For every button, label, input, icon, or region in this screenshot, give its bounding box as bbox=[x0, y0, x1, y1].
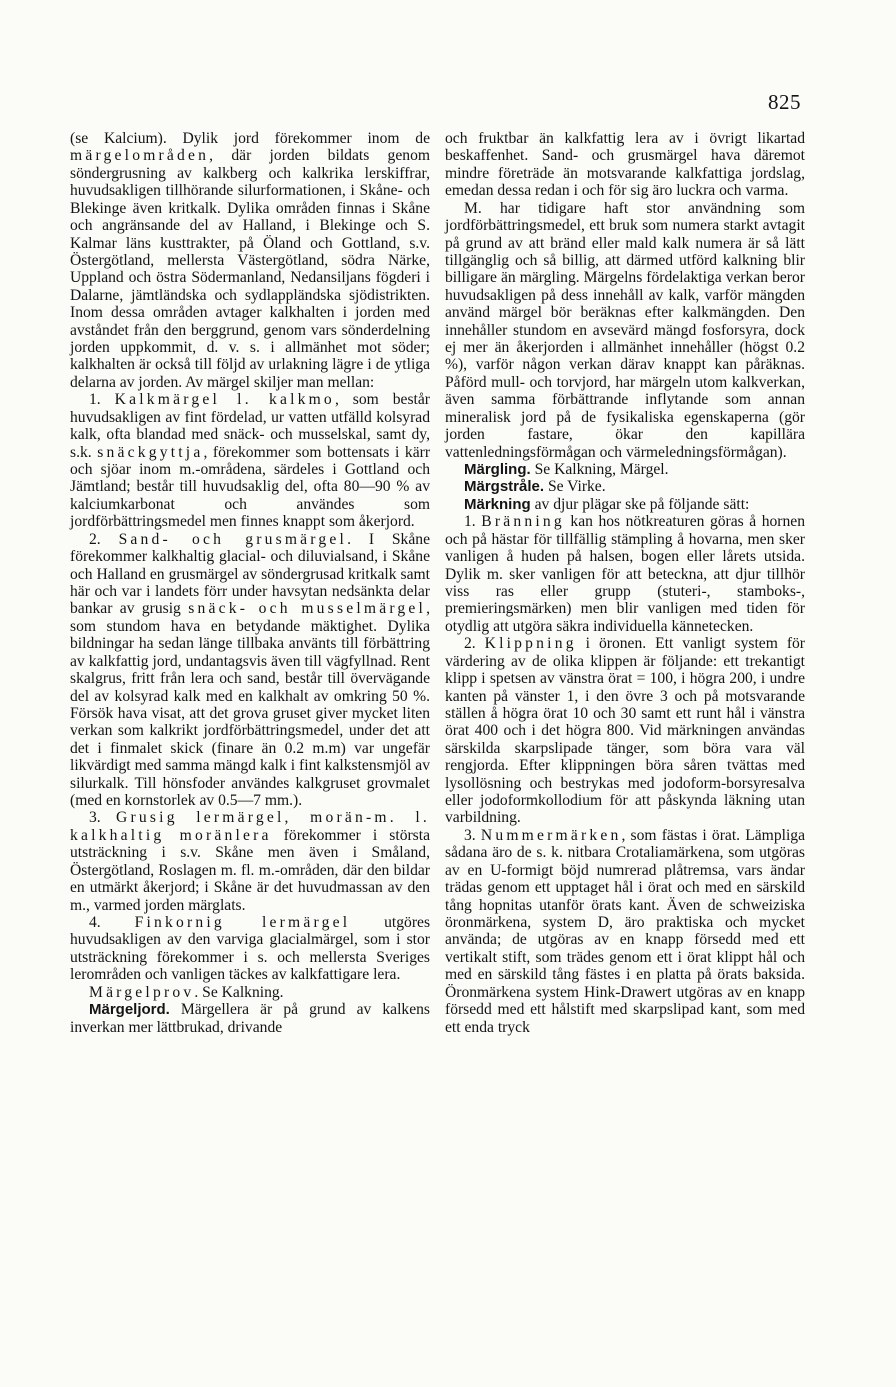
paragraph-l4 bbox=[70, 914, 430, 984]
paragraph-l0 bbox=[70, 130, 430, 391]
left-column bbox=[70, 130, 430, 1036]
spaced-term: Sand- och grusmärgel bbox=[118, 530, 348, 548]
paragraph-r4 bbox=[445, 496, 805, 513]
text-run: 3. bbox=[89, 809, 117, 827]
spaced-term: Märgelprov bbox=[89, 983, 195, 1001]
spaced-term: Grusig lermärgel, morän-m. l. kalkhaltig moränlera bbox=[70, 809, 430, 844]
text-run: , som fästas i örat. Lämpliga sådana äro de s. k. nitbara Crotaliamärkena, som utgöras av en U-formigt böjd numrerad plåtremsa, vars ändar trädas genom ett upptaget hål i örat och med en särskild tång hopnitas utanför örats kant. Även de schweiziska öronmärkena, system D, äro praktiska och mycket använda; de utgöras av en knapp försedd med ett vertikalt stift, som trädes genom ett i örat klippt hål och med en särskild tång fästes i en platta på örats baksida. Öronmärkena system Hink-Drawert utgöras av en knapp försedd med ett hålstift med skarpslipad kant, som med ett enda tryck bbox=[445, 826, 805, 1036]
text-run: utgöres huvudsakligen av den varviga glacialmärgel, som i stor utsträckning förekommer i s. och mellersta Sveriges lerområden och vanligen täckes av kalkfattigare lera. bbox=[70, 913, 431, 984]
headword: Märgeljord. bbox=[89, 1001, 170, 1019]
paragraph-l5 bbox=[70, 984, 430, 1001]
paragraph-l2 bbox=[70, 531, 430, 810]
spaced-term: Nummermärken bbox=[480, 826, 622, 844]
headword: Märkning bbox=[464, 495, 531, 513]
paragraph-r0 bbox=[445, 130, 805, 200]
headword: Märgstråle. bbox=[464, 478, 545, 496]
text-run: 1. bbox=[89, 391, 115, 409]
text-run: 2. bbox=[464, 635, 485, 653]
text-run: 3. bbox=[464, 826, 481, 844]
paragraph-r6 bbox=[445, 635, 805, 827]
paragraph-r7 bbox=[445, 827, 805, 1036]
text-run: , som består huvudsakligen av fint fördelad, ur vatten utfälld kolsyrad kalk, ofta blandad med snäck- och musselskal, samt dy, s.k. bbox=[70, 391, 430, 461]
spaced-term: Klippning bbox=[484, 635, 577, 653]
text-run: Märgellera är på grund av kalkens inverkan mer lättbrukad, drivande bbox=[70, 1001, 430, 1036]
text-run: , som stundom hava en betydande mäktighet. Dylika bildningar ha sedan länge tillbaka använts till förbättring av kalkfattig jord, undantagsvis även till vägfyllnad. Rent skalgrus, fritt från lera och sand, består till övervägande del av kolsyrad kalk med en kalkhalt av omkring 50 %. Försök hava visat, att det grova gruset giver mycket liten verkan som kalkrikt jordförbättringsmedel, under det att det i finmalet skick (finare än 0.2 m.m) var ungefär likvärdigt med samma mängd kalk i fint kalkstensmjöl av silurkalk. Till hönsfoder användes kalkgruset grovmalet (med en kornstorlek av 0.5—7 mm.). bbox=[70, 600, 430, 810]
text-run: . Se Kalkning. bbox=[194, 983, 284, 1001]
text-run: , förekommer som bottensats i kärr och sjöar inom m.-områdena, särdeles i Gottland och Jämtland; består till huvudsaklig del, ofta 80—90 % av kalciumkarbonat och användes som jordförbättringsmedel men finnes knappt som åkerjord. bbox=[70, 443, 431, 531]
spaced-term: snäck- och musselmärgel bbox=[188, 600, 427, 618]
paragraph-r2 bbox=[445, 461, 805, 478]
text-run: förekommer i största utsträckning i s.v. Skåne men även i Småland, Östergötland, Roslagen m. fl. m.-områden, där den bildar en utmärkt åkerjord; i Skåne är det huvudmassan av den m., varmed jorden märglats. bbox=[70, 826, 431, 914]
page-number: 825 bbox=[768, 90, 801, 114]
spaced-term: märgelområden bbox=[70, 147, 210, 165]
paragraph-l3 bbox=[70, 809, 430, 914]
text-run: och fruktbar än kalkfattig lera av i övrigt likartad beskaffenhet. Sand- och grusmärgel hava däremot mindre företräde än motsvarande kalkfattiga jordslag, emedan dessa redan i och för sig äro luckra och varma. bbox=[445, 130, 805, 200]
paragraph-l1 bbox=[70, 391, 430, 530]
text-run: Se Kalkning, Märgel. bbox=[530, 461, 669, 479]
paragraph-r3 bbox=[445, 478, 805, 495]
spaced-term: snäckgyttja bbox=[97, 443, 204, 461]
paragraph-r5 bbox=[445, 513, 805, 635]
text-run: av djur plägar ske på följande sätt: bbox=[530, 495, 750, 513]
text-run: 2. bbox=[89, 530, 119, 548]
text-run: kan hos nötkreaturen göras å hornen och på hästar för tillfällig stämpling å hovarna, men sker vanligen å huden på halsen, bogen eller lårets utsida. Dylik m. sker vanligen för att beteckna, att djur tillhör viss ras eller grupp (stuteri-, stamboks-, premieringsmärken) men blir vanligen med tiden för otydlig att utgöra säkra individuella kännetecken. bbox=[445, 513, 806, 635]
text-run: M. har tidigare haft stor användning som jordförbättringsmedel, ett bruk som numera starkt avtagit på grund av att bränd eller mald kalk numera är så lätt tillgänglig och så billig, att därmed utförd kalkning blir billigare än märgling. Märgelns fördelaktiga verkan beror huvudsakligen på dess innehåll av kalk, varför mängden använd märgel bör beräknas efter kalkmängden. Den innehåller stundom en avsevärd mängd fosforsyra, dock ej mer än åkerjorden i allmänhet innehåller (högst 0.2 %), varför någon verkan därav knappt kan påräknas. Påförd mull- och torvjord, har märgeln utom kalkverkan, även samma förbättrande inflytande som annan mineralisk jord på de fysikaliska egenskaperna (gör jorden fastare, ökar den kapillära vattenledningsförmågan och värmeledningsförmågan). bbox=[445, 199, 805, 461]
text-run: 1. bbox=[464, 513, 482, 531]
headword: Märgling. bbox=[464, 461, 531, 479]
right-column bbox=[445, 130, 805, 1036]
paragraph-r1 bbox=[445, 200, 805, 461]
text-run: , där jorden bildats genom söndergrusning av kalkberg och kalkrika lerskiffrar, huvudsakligen tillhörande silurformationen, i Skåne- och Blekinge även kritkalk. Dylika områden finnas i Skåne och angränsande del av Halland, i Blekinge och S. Kalmar läns kusttrakter, på Öland och Gottland, s.v. Östergötland, mellersta Västergötland, södra Närke, Uppland och östra Södermanland, Nedansiljans fögderi i Dalarne, jämtländska och sydlappländska sjödistrikten. Inom dessa områden avtager kalkhalten i jorden med avståndet från den berggrund, genom vars sönderdelning jorden uppkommit, d. v. s. i allmänhet mot söder; kalkhalten är också till följd av urlakning lägre i de ytliga delarna av jorden. Av märgel skiljer man mellan: bbox=[70, 147, 430, 391]
text-run: i öronen. Ett vanligt system för värdering av de olika klippen är följande: ett trekantigt klipp i spetsen av vänstra örat = 100, i högra 200, i undre kanten på vänster 1, i den övre 3 och på motsvarande ställen å högra örat 10 och 30 samt ett runt hål i vänstra örat 400 och i det högra 800. Vid märkningen användas särskilda skarpslipade tänger, som böra vara väl rengjorda. Efter klippningen böra såren tvättas med lysollösning och bestrykas med jodoform-borsyresalva eller jodoformkollodium för att påskynda läkning utan varbildning. bbox=[445, 635, 805, 827]
text-run: Se Virke. bbox=[544, 478, 606, 496]
text-run: (se Kalcium). Dylik jord förekommer inom de bbox=[70, 130, 430, 147]
text-run: . I Skåne förekommer kalkhaltig glacial- och diluvialsand, i Skåne och Halland en grusmärgel av söndergrusad kritkalk samt här och var i landets förr under havsytan nedsänkta delar bankar av grusig bbox=[70, 530, 430, 618]
paragraph-l6 bbox=[70, 1001, 430, 1036]
spaced-term: Bränning bbox=[481, 513, 565, 531]
spaced-term: Finkornig lermärgel bbox=[134, 913, 351, 931]
text-run: 4. bbox=[89, 913, 135, 931]
spaced-term: Kalkmärgel l. kalkmo bbox=[114, 391, 335, 409]
